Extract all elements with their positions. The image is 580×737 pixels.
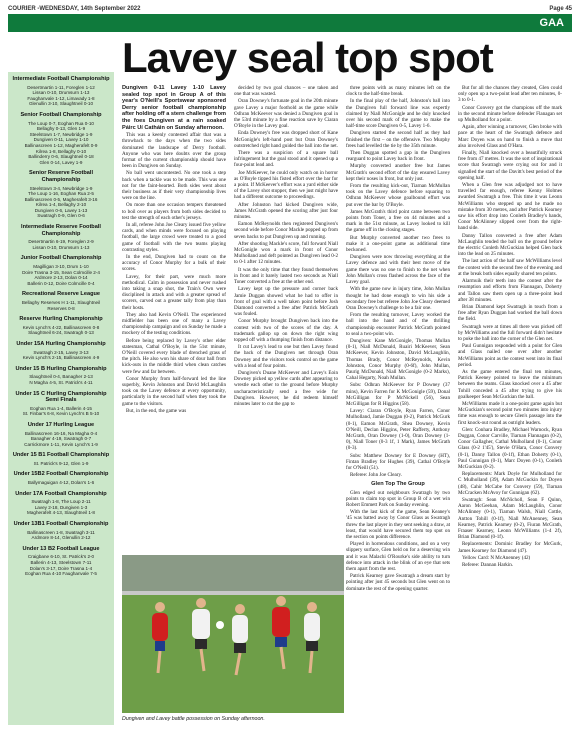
result-line: Eoghan Rua 1-4, Ballerin 4-15 <box>30 405 92 411</box>
article-paragraph: Replacements: Mark Doyle for Mulholland for C Mulholland (39), Adam McGuckin for Doyen (48), Cahir McCabe for Convery (59), Tiarnan McCracken McAvoy for Gunnigan (62). <box>458 471 562 496</box>
result-line: Glen 0-14, Lavey 1-9 <box>39 159 83 165</box>
match-photo <box>122 555 344 713</box>
results-section-title: Junior Football Championship <box>20 255 102 262</box>
result-line: Kevin Lynch's 2-15, Ballinascreen 4-9 <box>22 355 100 361</box>
article-paragraph: Glen edged out neighbours Swatragh by two points to claim top spot in Group B of a wet win Robert Emmett Park on Sunday evening. <box>346 489 450 508</box>
article-paragraph: Dungiven's Duane McKeever and Lavey's Eoin Downey picked up yellow cards after appearing to wrestle each other to the ground before Murphy uncharacteristically send a free wide for Dungiven. However, he did redeem himself minutes later to cut the gap to <box>234 369 338 407</box>
results-section-title: Under 17 Hurling League <box>27 421 95 428</box>
result-line: St. Finbar's 6-8, Kevin Lynch's B 5-10 <box>22 411 100 417</box>
results-section <box>12 491 110 516</box>
results-section-title: Senior Football Championship <box>20 111 102 118</box>
result-line: St. Patrick's 9-12, Glen 1-9 <box>33 460 89 466</box>
result-line: Ballinascreen 16-16, Na Magha 0-4 <box>24 430 98 436</box>
results-section-title: Under 17A Football Championship <box>15 490 107 497</box>
results-section <box>12 316 110 336</box>
result-line: Banagher 4-19, Swatragh 0-7 <box>30 436 92 442</box>
results-section <box>12 366 110 386</box>
article-paragraph: McWilliams made it a one-point game again but McGuckian's second point two minutes into injury time was enough to secure Glen's passage into the first knock-out round as outright leaders. <box>458 400 562 426</box>
section-label: GAA <box>539 17 564 29</box>
article-paragraph: But, in the end, the game was <box>126 407 187 414</box>
article-paragraph: From the resulting turnover, Lavey worked the ball into the hand and of the thrilling championship encounter Patrick McGrath pointed to seal a two-point win. <box>346 312 450 337</box>
article-paragraph: But for all the chances they created, Glen could only open up a two-point lead after ten minutes, 0-3 to 0-1. <box>458 85 562 104</box>
article-paragraph: There was a suspicion of a square ball infringement but the goal stood and it opened up a four-point lead and. <box>234 150 338 169</box>
article-paragraph: Dungiven: Kane McGonigle, Thomas Mullan (0-1), Niall McDonald, Ruairi McKeever, Sean McKeever, Kevin Johnston, David McLaughlin, Thomas Brady, Conor McReynolds, Kevin Johnston, Conor Murphy (0-6f), John Mullan, Paurig McDonald, Niall McGonigle (0-2 Marks), Cahal Hegarty, Noah Mullan. <box>346 337 450 382</box>
result-line: Slaughtneil 0-4, Banagher 2-13 <box>29 374 93 380</box>
result-line: Dolan's 3-17, Doire Trasna 1-4 <box>29 565 93 571</box>
result-line: Bellaghy Reserves H 1-11, Slaughtneil Reserves 0-8 <box>21 300 101 311</box>
article-paragraph: After Johnston had kicked Dungiven wide, James McGrath opened the scoring after just four minutes. <box>234 201 338 221</box>
article-paragraph: Conor Murphy from half-forward led the line superbly, Kevin Johnston and David McLaughlin took on the Lavey defence at every opportunity, particularly in the second half when they took the game to the visitors. <box>122 375 226 407</box>
article-paragraph: Swatragh: Sean McNicholl, Sean F Quinn, Aaron McGeehan, Adam McLaughlin, Conor McAlinney (0-1), Tiarnan Walsh, Niall Cottle, Antton Tohill (0-1f), Niall McAnenney, Sean Kearney, Patrick Kearney (0-2), Fiuran McGrath, Fraaser Kearney, Leonn McWilliams (1-4 2f), Brian Diamond (0-1f). <box>458 497 562 541</box>
article-paragraph: In the end, Dungiven had to count on the accuracy of Conor Murphy for a bulk of their scores. <box>122 254 226 273</box>
article-paragraph: Before being replaced by Lavey's other elder statesman, Cathal O'Boyle, in the 51st minute, O'Neill covered every blade of drenched grass of the pitch. He also won his share of dour ball from kick-outs in the middle third when clean catches were few and far between. <box>122 337 226 375</box>
results-section <box>12 291 110 311</box>
article-paragraph: Murphy converted another free but James McGrath's second effort of the day ensured Lavey kept their noses in front, but only just. <box>346 163 450 182</box>
results-section-title: Under 15 B Hurling Championship <box>15 365 107 372</box>
article-paragraph: decided by two goal chances – one taken and one that was wasted. <box>234 85 338 98</box>
article-paragraph: Conor Murphy brought Dungiven back into the contest with two of the scores of the day. A trademark gallop up on down the right wing topped off with a thumping finish from distance. <box>234 318 338 343</box>
result-line: The Loup 1-16, Eoghan Rua 2-5 <box>28 191 94 197</box>
result-line: N Magha 4-5, St. Patrick's 4-11 <box>29 379 93 385</box>
article-paragraph: Conor Convery got the champions off the mark in the second minute before defender Flanagan set up Mulholland for a point. <box>458 104 562 124</box>
article-paragraph: James McGrath's third point came between two points from Toner, a free on 44 minutes and a mark in the 51st minute, as Lavey looked to kill the game off in the closing stages. <box>346 208 450 234</box>
result-line: Eoghan Rua 4-10 Faughanvale 7-5 <box>25 571 97 577</box>
results-section-title: Reserve Hurling Championship <box>19 316 103 323</box>
results-section-title: Under 15 C Hurling Championship Semi Finals <box>15 390 107 404</box>
results-section <box>12 422 110 447</box>
article-paragraph: Swatragh were at times all there was picked off by McWilliams and the full forward didn't hesitate to poke the ball into the corner of the Glen net. <box>458 323 562 342</box>
result-line: Magherafelt 4-13, Slaughtneil 1-8 <box>27 510 95 516</box>
results-section-title: Under 15 B1 Football Championship <box>12 452 110 459</box>
article-paragraph: Enda Downey's free was dropped short of Kane McGonigle's left-hand post but Oran Downey's outstretched right hand guided the ball into the net. <box>234 130 338 149</box>
results-section <box>12 452 110 466</box>
article-paragraph: Dungiven 0-11 Lavey 1-10 Lavey sealed top spot in Group A of this year's O'Neill's Sportswear sponsored Derry senior football championship after holding off a stern challenge from the foes Dungiven at a rain soaked Páirc Uí Catháin on Sunday afternoon. <box>122 85 226 131</box>
article-paragraph: Eamon McReynolds then registered Dungiven's second wide before Conor Mackle popped up from seven backs to put Dungiven up and running. <box>234 221 338 240</box>
article-paragraph: Lavey, for their part, were much more methodical. Calm in possession and never rushed into taking a snap shot, the Train's Own were disciplined in attack and with a greater spread of scorers, carved out a greater tally from play than their hosts. <box>122 273 226 311</box>
article-paragraph: After shooting Mackle's score, full forward Niall McGonigle won a mark in front of Conor Mulholland and deft pointed as Dungiven lead 0-2 to 0-1 after 12 minutes. <box>234 240 338 266</box>
article-paragraph: It was the only time that they found themselves in front and it barely lasted two seconds as Niall Toner converted a free at the other end. <box>234 266 338 286</box>
result-line: Kilrea 1-4, Bellaghy 2-10 <box>35 202 87 208</box>
result-line: Ballerin 4-13, Steelstown 7-11 <box>30 560 92 565</box>
article-subheading: Glen Top The Group <box>371 481 425 488</box>
article-paragraph: Replacements: Dominic Bradley for McGurk, James Kearney for Diamond (47). <box>458 541 562 554</box>
result-line: Ardmore 8-14, Glenullin 2-12 <box>31 535 91 541</box>
article-paragraph: three points with as many minutes left on the clock to the half-time break. <box>346 85 450 98</box>
results-section-title: Under 15B2 Football Championship <box>13 471 109 478</box>
result-line: Steelstown 3-4, Newbridge 1-9 <box>29 185 93 191</box>
article-paragraph: From the resulting kick-out, Tiarnan McMullan took on the Lavey defence before squaring to Odhran McKeever whose goalbound effort was put over the bar by O'Boyle. <box>346 183 450 208</box>
article-paragraph: Patrick Kearney gave Swatragh a dream start by pointing after just 45 seconds but Glen went on to dominate the rest of the opening quarter. <box>346 573 450 592</box>
result-line: Kevin Lynch's 4-22, Ballinascreen 0-8 <box>22 324 100 330</box>
article-paragraph: Oran Downey's fortunate goal in the 20th minute gave Lavey a major foothold as the game while Odhran McKeever was denied a Dungiven goal in the 53rd minute by a fine reaction save by Ciaran O'Boyle in the Lavey goal. <box>234 98 338 130</box>
result-line: Desertmartin 6-19, Foreglen 2-9 <box>28 239 94 245</box>
article-paragraph: With the game now in injury time, John Mullan thought he had done enough to win his side a secondary free but referee John Joe Cleary deemed Oran Downey's challenge to be a fair one. <box>346 286 450 311</box>
article-paragraph: On more than one occasion tempers threatened to boil over as players from both sides decided to test the strength of each other's jerseys. <box>122 202 226 221</box>
header-date: COURIER -WEDNESDAY, 14th September 2022 <box>8 6 141 12</box>
article-paragraph: In the final play of the half, Johnston's ball into the Dungiven full forward line was expertly claimed by Niall McGonigle and he duly knocked over his second mark of the game to make the half-time score Dungiven 0-5, Lavey 1-6. <box>346 98 450 130</box>
article-paragraph: Finally, Niall knocked over a beautifully struck free from 47 metres. It was the sort of inspirational score that Swatragh were crying out for and it signalled the start of the Davitt's best period of the opening half. <box>458 150 562 181</box>
result-line: Lissan 0-10, Drumsurn 1-13 <box>32 244 90 250</box>
result-line: Steelstown 1-7, Newbridge 1-9 <box>29 131 93 137</box>
result-line: Desertmartin 1-11, Foreglen 1-12 <box>27 84 95 90</box>
article-paragraph: Glen: Conhara Bradley, Michael Warnock, Ryan Duggan, Conor Carville, Tiarnan Flannagan (0-2), Conor Gallagher, Cathal Mulholland (0-1), Conor Glass (0-2 1'45'), Stevie O'Hara, Conor Convery (0-1), Danny Tallon (0-1f), Ethan Doherty (0-1), Paul Gunnigan (0-1), Marc Doyen (0-1), Conleth McGuckian (0-2). <box>458 426 562 470</box>
article-paragraph: Subs: Matthew Downey for E Downey (HT), Fintan Bradley for Hughes (39), Cathal O'Boyle for O'Neill (51). <box>346 452 450 471</box>
header-page-number: Page 45 <box>549 6 572 12</box>
article-paragraph: Played in horrendous conditions, and on a very slippery surface, Glen held on for a deserving win and it was Malachi O'Rourke's side ability to turn defence into attack in the blink of an eye that sets them apart from the rest. <box>346 541 450 573</box>
result-line: Ballerin 0-12, Doire Colmcille 0-4 <box>27 280 95 286</box>
section-band <box>8 14 572 32</box>
results-section <box>12 112 110 165</box>
results-section <box>12 341 110 361</box>
results-sidebar <box>8 72 114 725</box>
results-section-title: Under 15A Hurling Championship <box>16 340 106 347</box>
results-section-title: Under 13B1 Football Championship <box>13 521 109 528</box>
match-photo-image <box>122 555 344 713</box>
article-paragraph: Then Duggan spotted a gap in the Dungiven rearguard to point Lavey back in front. <box>346 150 450 163</box>
article-paragraph: Subs: Odhran McKeever for P Downey (37 mins), Kevin Farren for K McGonigle (59), Donal McGilligan for P McNickell (56), Sean McGilligan for R Higgins (58). <box>346 382 450 407</box>
article-column-2 <box>234 85 338 555</box>
article-paragraph: It cut Lavey's lead to one but then Lavey found the back of the Dungiven net through Oran Downey and the visitors took control on the game with a lead of four points. <box>234 344 338 369</box>
article-paragraph: When a Glen free was adjudged not to have travelled far enough, referee Kenny Holmes awarded Swatragh a free. This time it was Leonn McWilliams who stepped up and he made no mistake from 30 metres, and after Patrick Kearney saw his effort drop into Conleth Bradley's hands, Conor McAlinney slipped over from the right-hand side. <box>458 182 562 232</box>
results-section <box>12 76 110 107</box>
article-paragraph: Lavey kept up the pressure and corner back Jamie Duggan showed what he had to offer in front of goal with a well taken point before Josh Diamond converted a free after Patrick McGrath was fouled. <box>234 286 338 318</box>
result-line: Bellaghy 0-13, Glen 1-9 <box>36 126 86 132</box>
results-section <box>12 471 110 485</box>
article-paragraph: Lavey: Ciaran O'Boyle, Ryan Farren, Conor Mulholland, Jamie Duggan (0-2), Patrick McGurk (0-1), Eamon McGrath, Shea Downey, Kevin O'Neill, Declan Higgins, Peter Rafferty, Anthony McGrath, Oran Downey (1-0), Oran Downey (1-0), Niall Toner (0-3 1f, 1 Mark), James McGrath (0-3). <box>346 408 450 452</box>
result-line: Ballinascreen 1-8, Swatragh 3-11 <box>27 529 95 535</box>
article-column-4 <box>458 85 562 725</box>
result-line: The Loup 0-7, Eoghan Rua 0-10 <box>28 120 94 126</box>
article-paragraph: Referee: Dannan Harkin. <box>462 562 514 569</box>
article-paragraph: Yellow Card: N McAnenney (42) <box>462 554 531 561</box>
results-section <box>12 255 110 286</box>
result-line: Ballinascreen 0-5, Magherafelt 3-16 <box>24 196 98 202</box>
photo-caption: Dungiven and Lavey battle possession on Sunday afternoon. <box>122 716 265 722</box>
article-paragraph: As the game entered the final ten minutes, Patrick Keeney pointed to leave the minimum between the teams. Glass knocked over a 45 after Tohill conceded a 45 after trying to give his goalkeeper Sean McGuckian the ball. <box>458 368 562 400</box>
result-line: Carrickmore 1-11, Kevin Lynch's 1-9 <box>24 441 98 447</box>
results-section <box>12 521 110 541</box>
results-section-title: Recreational Reserve League <box>21 291 101 298</box>
result-line: Craigbane 6-10, St. Patrick's 2-0 <box>27 554 95 560</box>
result-line: Swatragh 2-15, Lavey 3-13 <box>33 349 89 355</box>
article-paragraph: Paul Gunnigan responded with a point for Glen and Glass nailed one over after another McWilliams point as the contest went into its final period. <box>458 343 562 368</box>
results-section-title: Senior Reserve Football Championship <box>28 170 94 183</box>
article-paragraph: Dungiven started the second half as they had finished the first – on the offensive. Two Murphy frees had levelled the tie by the 35th minute. <box>346 130 450 149</box>
article-paragraph: They also had Kevin O'Neill. The experienced midfielder has been one of many a Lavey championship campaign and on Sunday he made a mockery of the testing conditions. <box>122 311 226 337</box>
result-line: Dungiven 0-6, Lavey 1-13 <box>34 207 88 213</box>
article-column-3 <box>346 85 450 725</box>
article-paragraph: With the last kick of the game, Sean Keaney's '45 was batted away by Conor Glass as Swatragh threw the last player in they sent seeking a draw, at least, that would have secured them top spot on the section on points difference. <box>346 509 450 541</box>
results-section-title: Intermediate Football Championship <box>12 76 110 82</box>
article-paragraph: No ball went uncontested. No one took a step back when a tackle was to be made. This was one not for the faint-hearted. Both sides went about their business as if their very championship lives were on the line. <box>122 170 226 202</box>
result-line: Kilrea 1-8, Bellaghy 0-10 <box>35 148 87 154</box>
results-section <box>12 391 110 417</box>
results-section-title: Under 13 B2 Football League <box>22 545 100 552</box>
headline: Lavey seal top spot <box>122 34 493 81</box>
result-line: Lavey 2-18, Dungiven 1-3 <box>34 504 88 510</box>
article-paragraph: Again, after winning a turnover, Glen broke with pace at the heart of the Swatragh defence and Marc Doyen was on hand to finish a move that also involved Glass and O'Hara. <box>458 124 562 149</box>
results-section-title: Intermediate Reserve Football Championship <box>21 224 101 237</box>
article-paragraph: The last action of the half saw McWilliams level the contest with the second free of the evening and at the break both sides equally shared ten points. <box>458 258 562 277</box>
result-line: Ballinderry 0-6, Slaughtneil 0-18 <box>28 154 94 160</box>
article-paragraph: Joe McKeever, he could only watch on in horror as O'Boyle tipped his fisted effort over the bar for a point. If McKeever's effort was a yard either side of the Lavey shot stopper, then we just might have had a different outcome to proceedings. <box>234 169 338 201</box>
result-line: Dungiven 0-11, Lavey 1-10 <box>33 137 89 143</box>
result-line: Ballinascreen 1-12, Magherafelt 0-9 <box>24 142 98 148</box>
article-paragraph: Dungiven were now throwing everything at the Lavey defence and with their best move of the game there was no one to finish to the net when John Mullan's cross flashed across the face of the Lavey goal. <box>346 254 450 286</box>
article-paragraph: But Murphy converted another two frees to make it a one-point game as additional time beckoned. <box>346 234 450 254</box>
result-line: Magilligan 3-10, Drum 1-10 <box>33 264 89 270</box>
result-line: Doire Trasna 3-15, Sean Colmcille 2-4 <box>22 269 100 275</box>
results-section <box>12 546 110 577</box>
result-line: Ardmore 2-13, Dolan 0-14 <box>34 275 88 281</box>
result-line: Lissan 0-10, Drumsurn 1-13 <box>32 90 90 96</box>
result-line: Glenullin 3-10, Slaughtneil 0-10 <box>28 101 94 107</box>
results-section <box>12 224 110 250</box>
result-line: Slaughtneil 6-24, Swatragh 0-13 <box>28 330 94 336</box>
article-paragraph: Alarmuik their teeth into the contest after the resumption and efforts from Flannagan, Doherty and Tallon saw them open up a three-point lead after 38 minutes. <box>458 278 562 303</box>
article-column-1 <box>122 85 226 555</box>
article-paragraph: Brian Diamond kept Swatragh in touch from a free after Ryan Duggan had worked the ball down the field. <box>458 303 562 323</box>
result-line: Faughanvale 1-12, Limavady 1-8 <box>27 95 95 101</box>
results-section <box>12 170 110 219</box>
article-paragraph: Danny Tallon converted a free after Adam McLaughlin tended the ball on the ground before the electric Conleth McGuckian helped Glen back into the lead on 25 minutes. <box>458 232 562 258</box>
article-paragraph: Referee: John Joe Cleary. <box>350 472 403 479</box>
result-line: Swatragh 1-8, The Loup 2-11 <box>31 499 91 505</box>
result-line: Swatragh 0-9, Glen 0-6 <box>37 213 85 219</box>
result-line: Ballymaguigan 4-12, Dolan's 1-6 <box>27 480 95 486</box>
article-paragraph: This was a keenly contested affair that was a throwback to the days when the two sides dominated the landscape of Derry football. Anyone who was here doubts over the group format of the current championship should have been in Dungiven on Sunday. <box>122 132 226 170</box>
article-paragraph: In all, referee John Joe Cleary issued five yellow cards, and when minds were focused on playing football, the large crowd were treated to a good game of football with the two teams playing contrasting styles. <box>122 222 226 253</box>
